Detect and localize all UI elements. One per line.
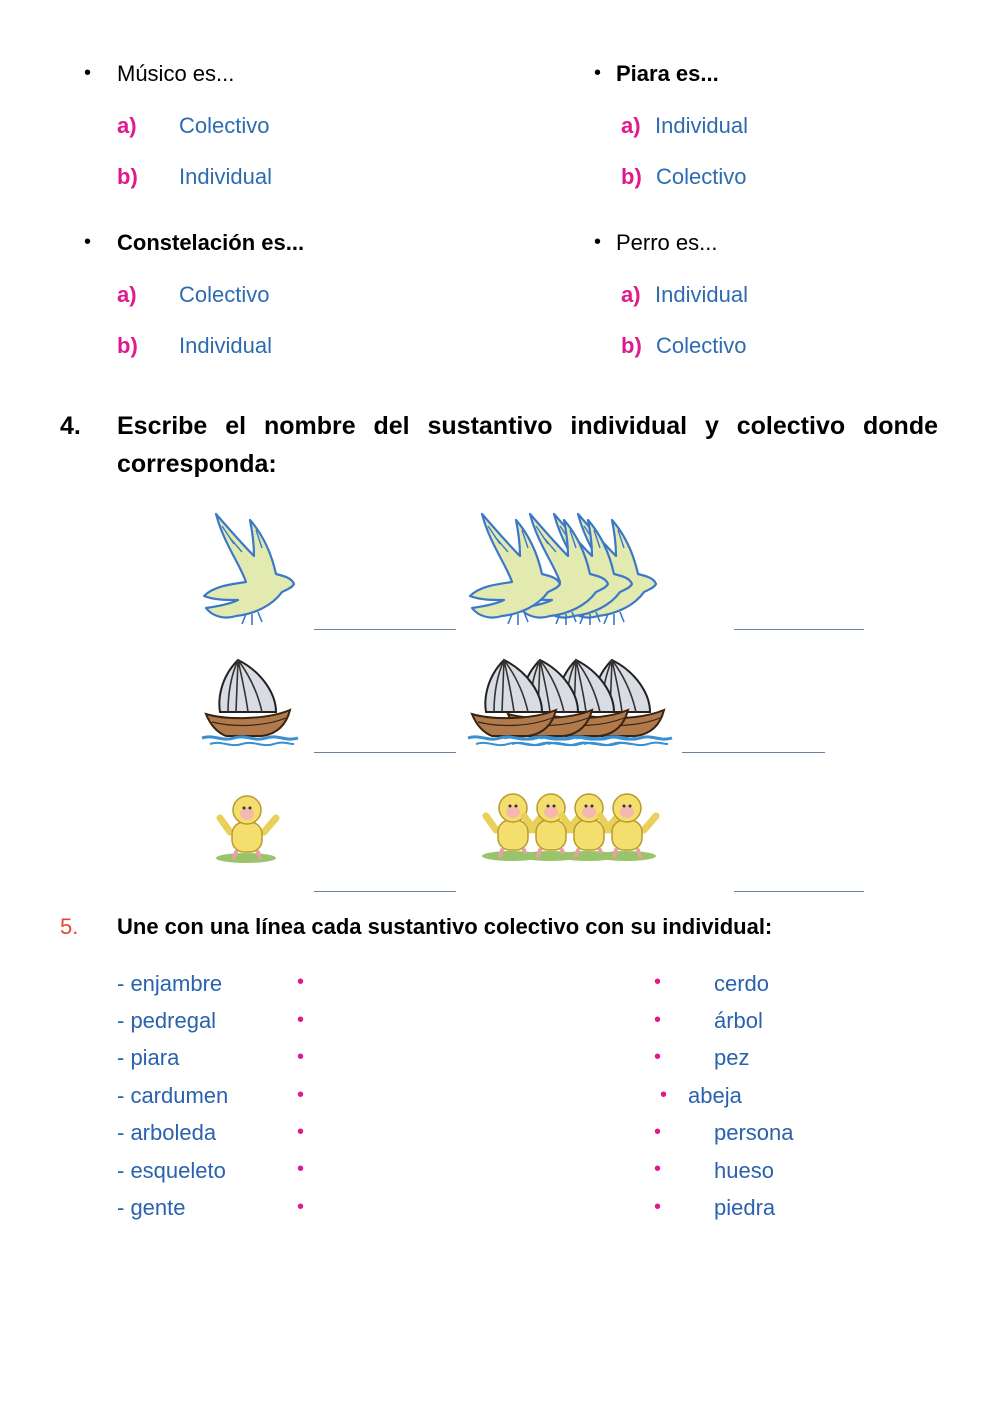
match-dot[interactable]: • [654, 1046, 662, 1068]
section-4-instruction-line1: Escribe el nombre del sustantivo individual y colectivo donde [117, 412, 938, 440]
collective-noun-item: - arboleda [117, 1120, 217, 1145]
option-text[interactable]: Individual [655, 113, 748, 138]
option-text[interactable]: Individual [655, 282, 748, 307]
question-prompt: Músico es... [117, 61, 235, 86]
sheep-individual-image [212, 792, 282, 882]
answer-blank-individual[interactable] [314, 629, 456, 630]
bird-individual-image [202, 508, 302, 628]
match-dot[interactable]: • [660, 1084, 668, 1106]
collective-noun-item: - esqueleto [117, 1158, 226, 1183]
bullet: • [594, 231, 602, 253]
option-text[interactable]: Colectivo [179, 282, 270, 307]
match-dot[interactable]: • [654, 1121, 662, 1143]
option-letter: a) [621, 282, 641, 307]
option-letter: a) [117, 113, 137, 138]
option-letter: b) [117, 164, 138, 189]
option-text[interactable]: Colectivo [179, 113, 270, 138]
answer-blank-collective[interactable] [682, 752, 825, 753]
answer-blank-collective[interactable] [734, 891, 864, 892]
boat-individual-image [206, 660, 298, 750]
option-text[interactable]: Individual [179, 164, 272, 189]
individual-noun-item: hueso [714, 1158, 774, 1183]
answer-blank-collective[interactable] [734, 629, 864, 630]
match-dot[interactable]: • [297, 1084, 305, 1106]
option-letter: a) [117, 282, 137, 307]
match-dot[interactable]: • [654, 971, 662, 993]
individual-noun-item: abeja [688, 1083, 742, 1108]
collective-noun-item: - gente [117, 1195, 186, 1220]
individual-noun-item: árbol [714, 1008, 763, 1033]
match-dot[interactable]: • [297, 1009, 305, 1031]
section-4-instruction-line2: corresponda: [117, 450, 277, 478]
bullet: • [594, 62, 602, 84]
answer-blank-individual[interactable] [314, 752, 456, 753]
match-dot[interactable]: • [297, 1046, 305, 1068]
match-dot[interactable]: • [297, 971, 305, 993]
option-letter: b) [117, 333, 138, 358]
collective-noun-item: - cardumen [117, 1083, 229, 1108]
individual-noun-item: pez [714, 1045, 750, 1070]
bullet: • [84, 62, 92, 84]
match-dot[interactable]: • [654, 1009, 662, 1031]
option-letter: a) [621, 113, 641, 138]
match-dot[interactable]: • [654, 1158, 662, 1180]
boat-fleet-image [472, 660, 672, 750]
individual-noun-item: cerdo [714, 971, 770, 996]
collective-noun-item: - pedregal [117, 1008, 217, 1033]
individual-noun-item: persona [714, 1120, 794, 1145]
bird-flock-image [468, 508, 668, 628]
match-dot[interactable]: • [297, 1196, 305, 1218]
option-letter: b) [621, 164, 642, 189]
collective-noun-item: - piara [117, 1045, 180, 1070]
option-text[interactable]: Colectivo [656, 164, 747, 189]
section-5-title: Une con una línea cada sustantivo colectivo con su individual: [117, 914, 773, 939]
match-dot[interactable]: • [654, 1196, 662, 1218]
answer-blank-individual[interactable] [314, 891, 456, 892]
question-prompt: Piara es... [616, 61, 719, 86]
match-dot[interactable]: • [297, 1121, 305, 1143]
collective-noun-item: - enjambre [117, 971, 223, 996]
question-prompt: Perro es... [616, 230, 718, 255]
individual-noun-item: piedra [714, 1195, 776, 1220]
section-4-number: 4. [60, 412, 81, 440]
match-dot[interactable]: • [297, 1158, 305, 1180]
section-5-number: 5. [60, 914, 79, 939]
option-text[interactable]: Individual [179, 333, 272, 358]
option-text[interactable]: Colectivo [656, 333, 747, 358]
bullet: • [84, 231, 92, 253]
option-letter: b) [621, 333, 642, 358]
sheep-flock-image [478, 790, 668, 882]
question-prompt: Constelación es... [117, 230, 305, 255]
